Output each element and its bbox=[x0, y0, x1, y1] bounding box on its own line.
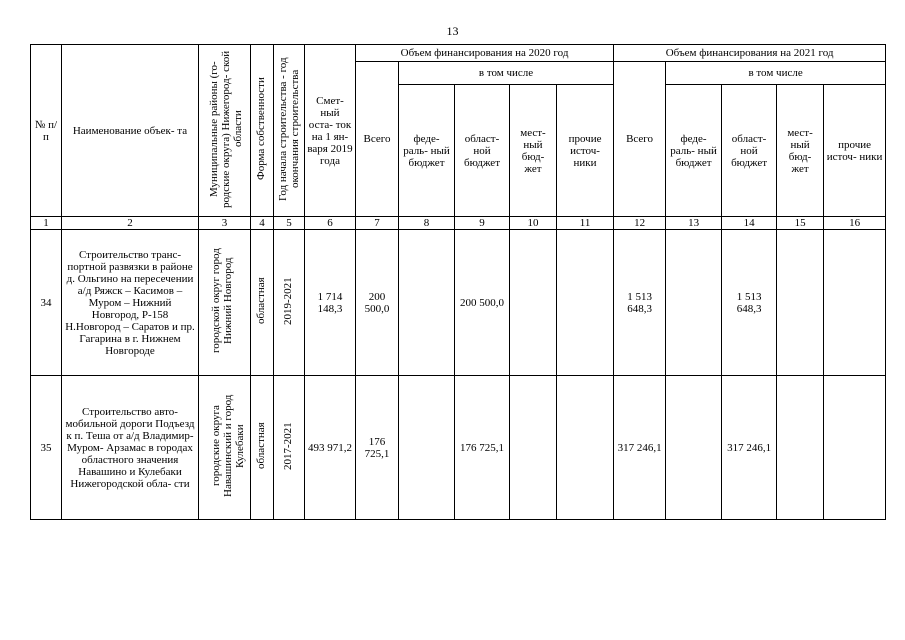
local-2020-value bbox=[510, 376, 557, 520]
federal-2021-value bbox=[666, 230, 722, 376]
other-2021-value bbox=[824, 230, 886, 376]
table-row bbox=[31, 376, 886, 520]
header-no: № п/п bbox=[31, 45, 62, 217]
col-number: 9 bbox=[455, 217, 510, 230]
header-incl-2021: в том числе bbox=[666, 62, 886, 85]
header-remainder: Смет- ный оста- ток на 1 ян- варя 2019 года bbox=[305, 45, 356, 217]
header-regional-2020: област- ной бюджет bbox=[455, 85, 510, 217]
ownership-text: областная bbox=[255, 422, 267, 470]
total-2020-value: 200 500,0 bbox=[356, 230, 399, 376]
header-local-2020: мест- ный бюд- жет bbox=[510, 85, 557, 217]
col-number: 15 bbox=[777, 217, 824, 230]
col-number: 7 bbox=[356, 217, 399, 230]
ownership-text: областная bbox=[255, 277, 267, 325]
years-cell bbox=[274, 230, 305, 376]
col-number: 3 bbox=[199, 217, 251, 230]
years-text: 2019-2021 bbox=[282, 277, 294, 325]
other-2021-value bbox=[824, 376, 886, 520]
col-number: 10 bbox=[510, 217, 557, 230]
col-number: 1 bbox=[31, 217, 62, 230]
header-ownership-text: Форма собственности bbox=[255, 77, 267, 181]
regional-2020-value: 176 725,1 bbox=[455, 376, 510, 520]
local-2020-value bbox=[510, 230, 557, 376]
ownership-cell bbox=[251, 376, 274, 520]
years-cell bbox=[274, 376, 305, 520]
total-2020-value: 176 725,1 bbox=[356, 376, 399, 520]
row-number: 34 bbox=[31, 230, 62, 376]
header-local-2021: мест- ный бюд- жет bbox=[777, 85, 824, 217]
header-total-2021: Всего bbox=[614, 62, 666, 217]
years-text: 2017-2021 bbox=[282, 422, 294, 470]
district-cell bbox=[199, 376, 251, 520]
other-2020-value bbox=[557, 230, 614, 376]
header-name: Наименование объек- та bbox=[62, 45, 199, 217]
col-number: 16 bbox=[824, 217, 886, 230]
local-2021-value bbox=[777, 230, 824, 376]
district-text: городской округ город Нижний Новгород bbox=[209, 248, 234, 354]
object-name: Строительство авто- мобильной дороги Подъезд к п. Теша от а/д Владимир-Муром- Арзамас в городах областного значения Навашино и Кулебаки Нижегородской обла- сти bbox=[62, 376, 199, 520]
federal-2020-value bbox=[399, 230, 455, 376]
total-2021-value: 317 246,1 bbox=[614, 376, 666, 520]
district-text: городские округа Навашинский и город Кулебаки bbox=[209, 394, 246, 498]
header-other-2021: прочие источ- ники bbox=[824, 85, 886, 217]
remainder-value: 493 971,2 bbox=[305, 376, 356, 520]
col-number: 2 bbox=[62, 217, 199, 230]
col-number: 5 bbox=[274, 217, 305, 230]
financing-table bbox=[30, 44, 886, 520]
regional-2020-value: 200 500,0 bbox=[455, 230, 510, 376]
remainder-value: 1 714 148,3 bbox=[305, 230, 356, 376]
page-number: 13 bbox=[446, 24, 459, 38]
district-cell bbox=[199, 230, 251, 376]
header-ownership bbox=[251, 45, 274, 217]
other-2020-value bbox=[557, 376, 614, 520]
header-total-2020: Всего bbox=[356, 62, 399, 217]
col-number: 4 bbox=[251, 217, 274, 230]
ownership-cell bbox=[251, 230, 274, 376]
federal-2021-value bbox=[666, 376, 722, 520]
header-federal-2021: феде- раль- ный бюджет bbox=[666, 85, 722, 217]
table-row bbox=[31, 230, 886, 376]
col-number: 6 bbox=[305, 217, 356, 230]
header-other-2020: прочие источ- ники bbox=[557, 85, 614, 217]
row-number: 35 bbox=[31, 376, 62, 520]
federal-2020-value bbox=[399, 376, 455, 520]
regional-2021-value: 317 246,1 bbox=[722, 376, 777, 520]
header-incl-2020: в том числе bbox=[399, 62, 614, 85]
col-number: 13 bbox=[666, 217, 722, 230]
header-regional-2021: област- ной бюджет bbox=[722, 85, 777, 217]
header-federal-2020: феде- раль- ный бюджет bbox=[399, 85, 455, 217]
col-number: 8 bbox=[399, 217, 455, 230]
col-number: 11 bbox=[557, 217, 614, 230]
regional-2021-value: 1 513 648,3 bbox=[722, 230, 777, 376]
header-district-text: Муниципальные районы (го- родские округа) Нижегород- ской области bbox=[207, 50, 244, 208]
header-group-2020: Объем финансирования на 2020 год bbox=[356, 45, 614, 62]
header-district bbox=[199, 45, 251, 217]
col-number: 12 bbox=[614, 217, 666, 230]
header-years-text: Год начала строительства - год окончания строительства bbox=[277, 57, 301, 201]
header-years bbox=[274, 45, 305, 217]
header-group-2021: Объем финансирования на 2021 год bbox=[614, 45, 886, 62]
local-2021-value bbox=[777, 376, 824, 520]
total-2021-value: 1 513 648,3 bbox=[614, 230, 666, 376]
col-number: 14 bbox=[722, 217, 777, 230]
object-name: Строительство транс- портной развязки в районе д. Ольгино на пересечении а/д Ряжск – Касимов – Муром – Нижний Новгород, Р-158 Н.Новгород – Саратов и пр. Гагарина в г. Нижнем Новгороде bbox=[62, 230, 199, 376]
